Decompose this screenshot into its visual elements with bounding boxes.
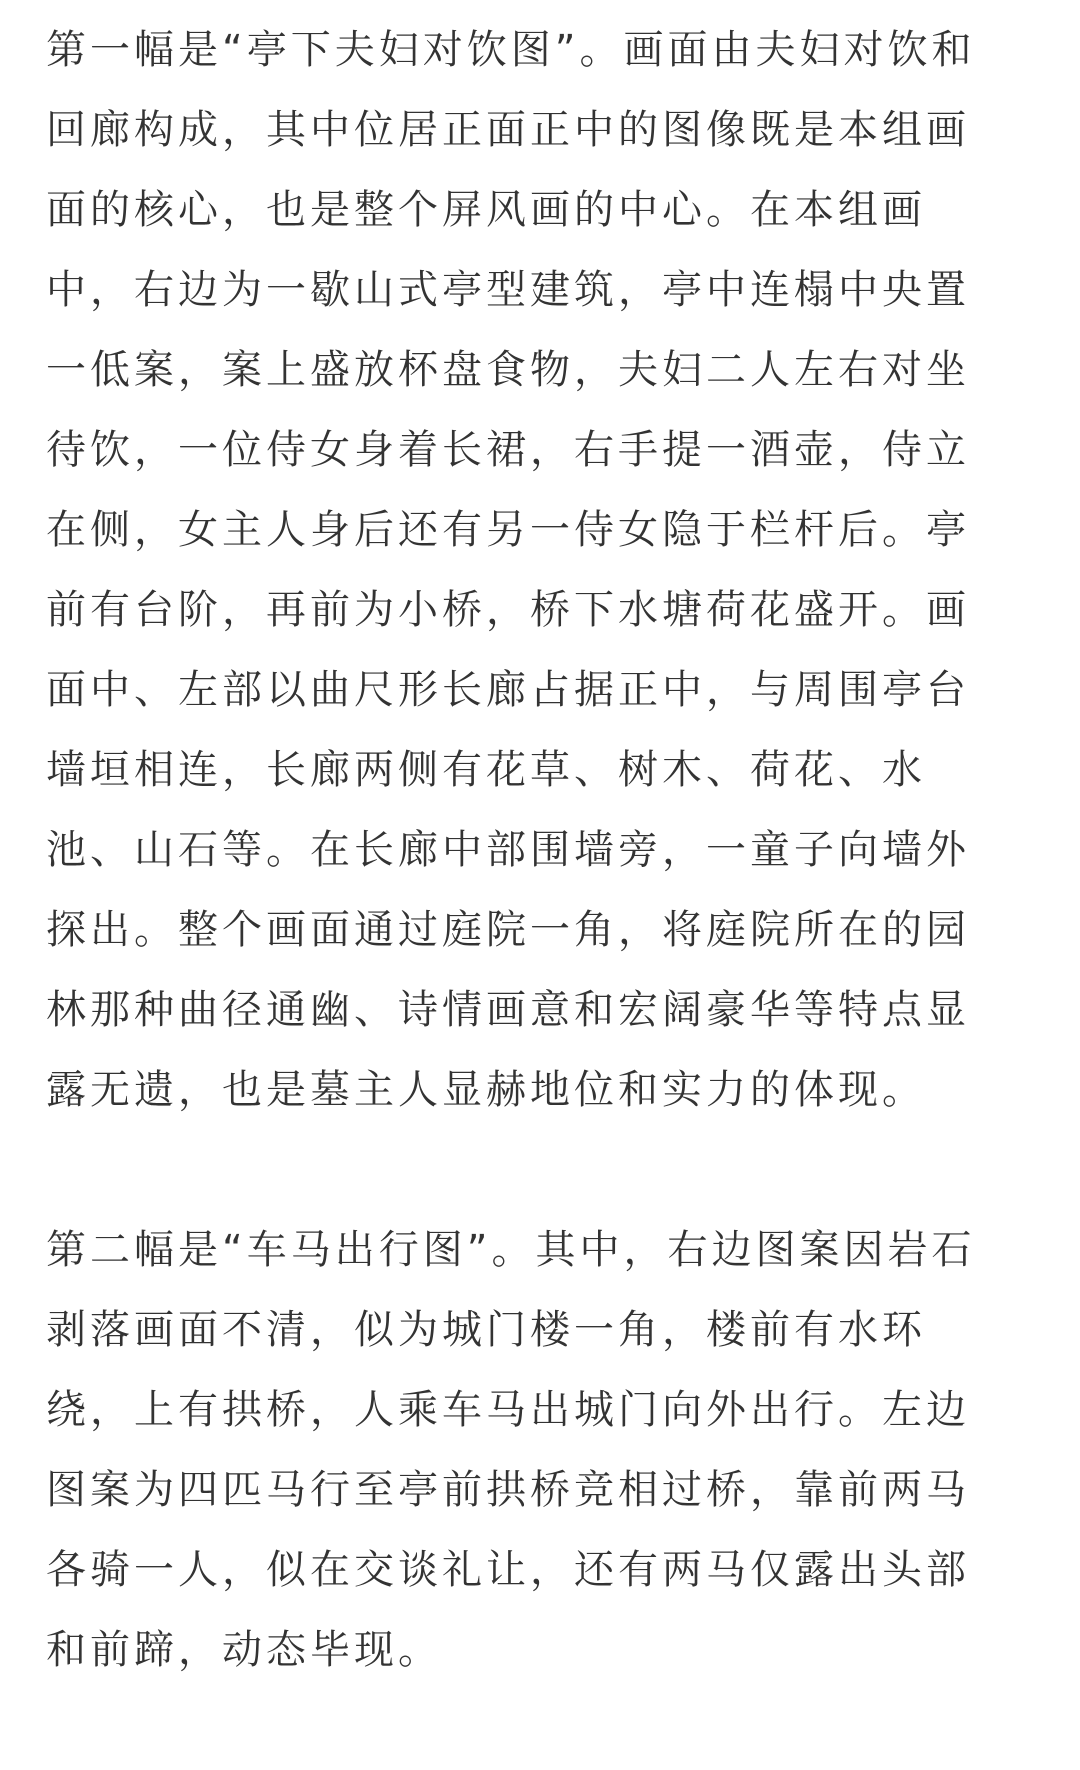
- text-line: 和前蹄，动态毕现。: [46, 1627, 442, 1673]
- text-line: 中，右边为一歇山式亭型建筑，亭中连榻中央置: [46, 267, 970, 313]
- text-line: 池、山石等。在长廊中部围墙旁，一童子向墙外: [46, 827, 970, 873]
- text-line: 剥落画面不清，似为城门楼一角，楼前有水环: [46, 1307, 926, 1353]
- text-line: 面中、左部以曲尺形长廊占据正中，与周围亭台: [46, 667, 970, 713]
- text-line: 绕，上有拱桥，人乘车马出城门向外出行。左边: [46, 1387, 970, 1433]
- text-line: 在侧，女主人身后还有另一侍女隐于栏杆后。亭: [46, 507, 970, 553]
- text-line: 面的核心，也是整个屏风画的中心。在本组画: [46, 187, 926, 233]
- text-line: 探出。整个画面通过庭院一角，将庭院所在的园: [46, 907, 970, 953]
- paragraph-2: [46, 1210, 1046, 1690]
- text-line: 林那种曲径通幽、诗情画意和宏阔豪华等特点显: [46, 987, 970, 1033]
- text-line: 前有台阶，再前为小桥，桥下水塘荷花盛开。画: [46, 587, 970, 633]
- text-line: 待饮，一位侍女身着长裙，右手提一酒壶，侍立: [46, 427, 970, 473]
- text-line: 一低案，案上盛放杯盘食物，夫妇二人左右对坐: [46, 347, 970, 393]
- text-line: 墙垣相连，长廊两侧有花草、树木、荷花、水: [46, 747, 926, 793]
- text-line: 回廊构成，其中位居正面正中的图像既是本组画: [46, 107, 970, 153]
- article-body: [46, 10, 1046, 1770]
- text-line: 第一幅是“亭下夫妇对饮图”。画面由夫妇对饮和: [46, 27, 976, 73]
- text-line: 各骑一人，似在交谈礼让，还有两马仅露出头部: [46, 1547, 970, 1593]
- paragraph-1: [46, 10, 1046, 1130]
- text-line: 露无遗，也是墓主人显赫地位和实力的体现。: [46, 1067, 926, 1113]
- text-line: 第二幅是“车马出行图”。其中，右边图案因岩石: [46, 1227, 976, 1273]
- text-line: 图案为四匹马行至亭前拱桥竞相过桥，靠前两马: [46, 1467, 970, 1513]
